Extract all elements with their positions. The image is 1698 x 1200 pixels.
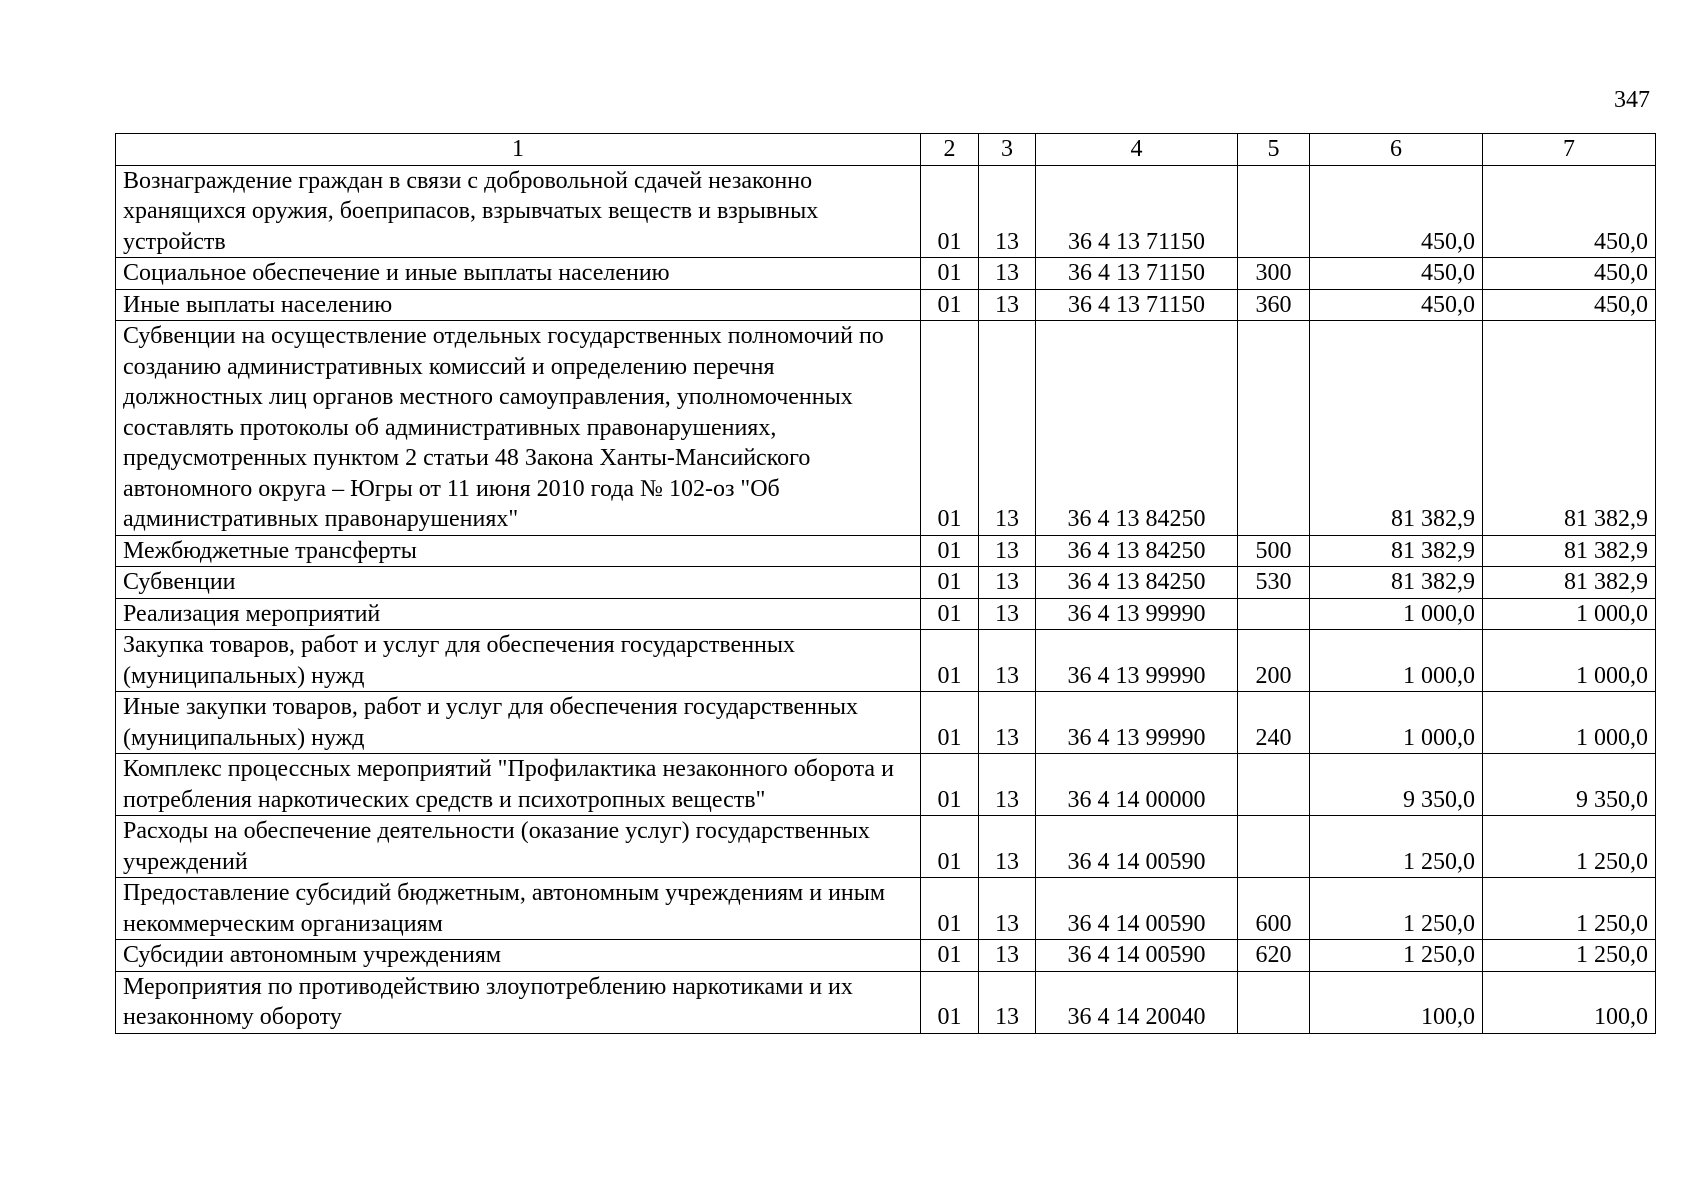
row-subsection: 13 bbox=[979, 754, 1036, 816]
row-amount-col6: 100,0 bbox=[1310, 971, 1483, 1033]
row-section: 01 bbox=[921, 754, 979, 816]
table-row bbox=[116, 692, 1656, 754]
row-amount-col7: 100,0 bbox=[1483, 971, 1656, 1033]
row-name: Субвенции bbox=[116, 567, 921, 599]
row-amount-col6: 1 250,0 bbox=[1310, 816, 1483, 878]
row-section: 01 bbox=[921, 165, 979, 258]
row-expense-type: 620 bbox=[1238, 940, 1310, 972]
row-subsection: 13 bbox=[979, 567, 1036, 599]
row-expense-type bbox=[1238, 816, 1310, 878]
header-row bbox=[116, 134, 1656, 166]
row-subsection: 13 bbox=[979, 321, 1036, 536]
column-header-6: 6 bbox=[1310, 134, 1483, 166]
row-name: Иные выплаты населению bbox=[116, 289, 921, 321]
row-target-article: 36 4 13 71150 bbox=[1036, 289, 1238, 321]
row-section: 01 bbox=[921, 816, 979, 878]
column-header-5: 5 bbox=[1238, 134, 1310, 166]
table-row bbox=[116, 598, 1656, 630]
row-section: 01 bbox=[921, 940, 979, 972]
row-expense-type: 300 bbox=[1238, 258, 1310, 290]
row-section: 01 bbox=[921, 567, 979, 599]
row-subsection: 13 bbox=[979, 598, 1036, 630]
row-section: 01 bbox=[921, 321, 979, 536]
row-section: 01 bbox=[921, 630, 979, 692]
table-row bbox=[116, 630, 1656, 692]
row-section: 01 bbox=[921, 971, 979, 1033]
table-row bbox=[116, 258, 1656, 290]
row-amount-col6: 1 000,0 bbox=[1310, 692, 1483, 754]
row-target-article: 36 4 13 99990 bbox=[1036, 692, 1238, 754]
column-header-3: 3 bbox=[979, 134, 1036, 166]
row-name: Закупка товаров, работ и услуг для обеспечения государственных (муниципальных) нужд bbox=[116, 630, 921, 692]
row-amount-col7: 81 382,9 bbox=[1483, 321, 1656, 536]
row-section: 01 bbox=[921, 258, 979, 290]
table-row bbox=[116, 567, 1656, 599]
row-target-article: 36 4 13 71150 bbox=[1036, 165, 1238, 258]
row-expense-type bbox=[1238, 321, 1310, 536]
row-name: Реализация мероприятий bbox=[116, 598, 921, 630]
row-amount-col6: 450,0 bbox=[1310, 289, 1483, 321]
row-amount-col7: 1 250,0 bbox=[1483, 878, 1656, 940]
row-subsection: 13 bbox=[979, 816, 1036, 878]
row-subsection: 13 bbox=[979, 940, 1036, 972]
row-amount-col6: 81 382,9 bbox=[1310, 321, 1483, 536]
row-expense-type bbox=[1238, 165, 1310, 258]
row-expense-type: 600 bbox=[1238, 878, 1310, 940]
row-name: Комплекс процессных мероприятий "Профилактика незаконного оборота и потребления наркотических средств и психотропных веществ" bbox=[116, 754, 921, 816]
table-row bbox=[116, 940, 1656, 972]
table-row bbox=[116, 289, 1656, 321]
row-amount-col7: 450,0 bbox=[1483, 258, 1656, 290]
row-expense-type bbox=[1238, 598, 1310, 630]
table-row bbox=[116, 754, 1656, 816]
row-amount-col6: 81 382,9 bbox=[1310, 567, 1483, 599]
row-target-article: 36 4 13 84250 bbox=[1036, 321, 1238, 536]
row-amount-col7: 450,0 bbox=[1483, 289, 1656, 321]
row-target-article: 36 4 13 71150 bbox=[1036, 258, 1238, 290]
row-amount-col7: 1 000,0 bbox=[1483, 598, 1656, 630]
row-name: Вознаграждение граждан в связи с добровольной сдачей незаконно хранящихся оружия, боеприпасов, взрывчатых веществ и взрывных устройств bbox=[116, 165, 921, 258]
row-expense-type bbox=[1238, 971, 1310, 1033]
page-number: 347 bbox=[1614, 87, 1650, 113]
row-name: Предоставление субсидий бюджетным, автономным учреждениям и иным некоммерческим организациям bbox=[116, 878, 921, 940]
row-amount-col7: 81 382,9 bbox=[1483, 535, 1656, 567]
row-expense-type: 500 bbox=[1238, 535, 1310, 567]
row-amount-col6: 450,0 bbox=[1310, 258, 1483, 290]
row-name: Иные закупки товаров, работ и услуг для обеспечения государственных (муниципальных) нужд bbox=[116, 692, 921, 754]
table-row bbox=[116, 816, 1656, 878]
row-subsection: 13 bbox=[979, 630, 1036, 692]
table-row bbox=[116, 321, 1656, 536]
row-subsection: 13 bbox=[979, 165, 1036, 258]
row-amount-col7: 1 250,0 bbox=[1483, 816, 1656, 878]
table-row bbox=[116, 535, 1656, 567]
row-expense-type: 200 bbox=[1238, 630, 1310, 692]
row-amount-col7: 9 350,0 bbox=[1483, 754, 1656, 816]
row-amount-col7: 450,0 bbox=[1483, 165, 1656, 258]
row-amount-col6: 81 382,9 bbox=[1310, 535, 1483, 567]
row-name: Мероприятия по противодействию злоупотреблению наркотиками и их незаконному обороту bbox=[116, 971, 921, 1033]
row-target-article: 36 4 13 99990 bbox=[1036, 598, 1238, 630]
row-amount-col6: 9 350,0 bbox=[1310, 754, 1483, 816]
row-subsection: 13 bbox=[979, 692, 1036, 754]
row-amount-col7: 1 250,0 bbox=[1483, 940, 1656, 972]
row-name: Субсидии автономным учреждениям bbox=[116, 940, 921, 972]
column-header-1: 1 bbox=[116, 134, 921, 166]
row-section: 01 bbox=[921, 535, 979, 567]
column-header-7: 7 bbox=[1483, 134, 1656, 166]
row-target-article: 36 4 14 20040 bbox=[1036, 971, 1238, 1033]
row-amount-col7: 1 000,0 bbox=[1483, 692, 1656, 754]
row-target-article: 36 4 14 00590 bbox=[1036, 940, 1238, 972]
row-amount-col6: 1 250,0 bbox=[1310, 878, 1483, 940]
row-section: 01 bbox=[921, 692, 979, 754]
row-subsection: 13 bbox=[979, 971, 1036, 1033]
row-section: 01 bbox=[921, 289, 979, 321]
row-expense-type: 360 bbox=[1238, 289, 1310, 321]
row-amount-col7: 81 382,9 bbox=[1483, 567, 1656, 599]
row-amount-col6: 1 000,0 bbox=[1310, 630, 1483, 692]
column-header-2: 2 bbox=[921, 134, 979, 166]
table-row bbox=[116, 971, 1656, 1033]
row-subsection: 13 bbox=[979, 535, 1036, 567]
row-subsection: 13 bbox=[979, 289, 1036, 321]
row-target-article: 36 4 13 84250 bbox=[1036, 567, 1238, 599]
row-subsection: 13 bbox=[979, 878, 1036, 940]
row-expense-type bbox=[1238, 754, 1310, 816]
row-amount-col6: 1 250,0 bbox=[1310, 940, 1483, 972]
row-section: 01 bbox=[921, 598, 979, 630]
row-subsection: 13 bbox=[979, 258, 1036, 290]
row-name: Социальное обеспечение и иные выплаты населению bbox=[116, 258, 921, 290]
budget-table bbox=[115, 133, 1656, 1034]
row-target-article: 36 4 14 00000 bbox=[1036, 754, 1238, 816]
row-expense-type: 530 bbox=[1238, 567, 1310, 599]
row-target-article: 36 4 14 00590 bbox=[1036, 878, 1238, 940]
row-name: Межбюджетные трансферты bbox=[116, 535, 921, 567]
row-amount-col7: 1 000,0 bbox=[1483, 630, 1656, 692]
table-row bbox=[116, 165, 1656, 258]
row-target-article: 36 4 13 84250 bbox=[1036, 535, 1238, 567]
row-expense-type: 240 bbox=[1238, 692, 1310, 754]
row-name: Расходы на обеспечение деятельности (оказание услуг) государственных учреждений bbox=[116, 816, 921, 878]
row-section: 01 bbox=[921, 878, 979, 940]
table-row bbox=[116, 878, 1656, 940]
row-name: Субвенции на осуществление отдельных государственных полномочий по созданию административных комиссий и определению перечня должностных лиц органов местного самоуправления, уполномоченных составлять протоколы об административных правонарушениях, предусмотренных пунктом 2 статьи 48 Закона Ханты-Мансийского автономного округа – Югры от 11 июня 2010 года № 102-оз "Об административных правонарушениях" bbox=[116, 321, 921, 536]
row-target-article: 36 4 13 99990 bbox=[1036, 630, 1238, 692]
row-target-article: 36 4 14 00590 bbox=[1036, 816, 1238, 878]
column-header-4: 4 bbox=[1036, 134, 1238, 166]
row-amount-col6: 1 000,0 bbox=[1310, 598, 1483, 630]
row-amount-col6: 450,0 bbox=[1310, 165, 1483, 258]
